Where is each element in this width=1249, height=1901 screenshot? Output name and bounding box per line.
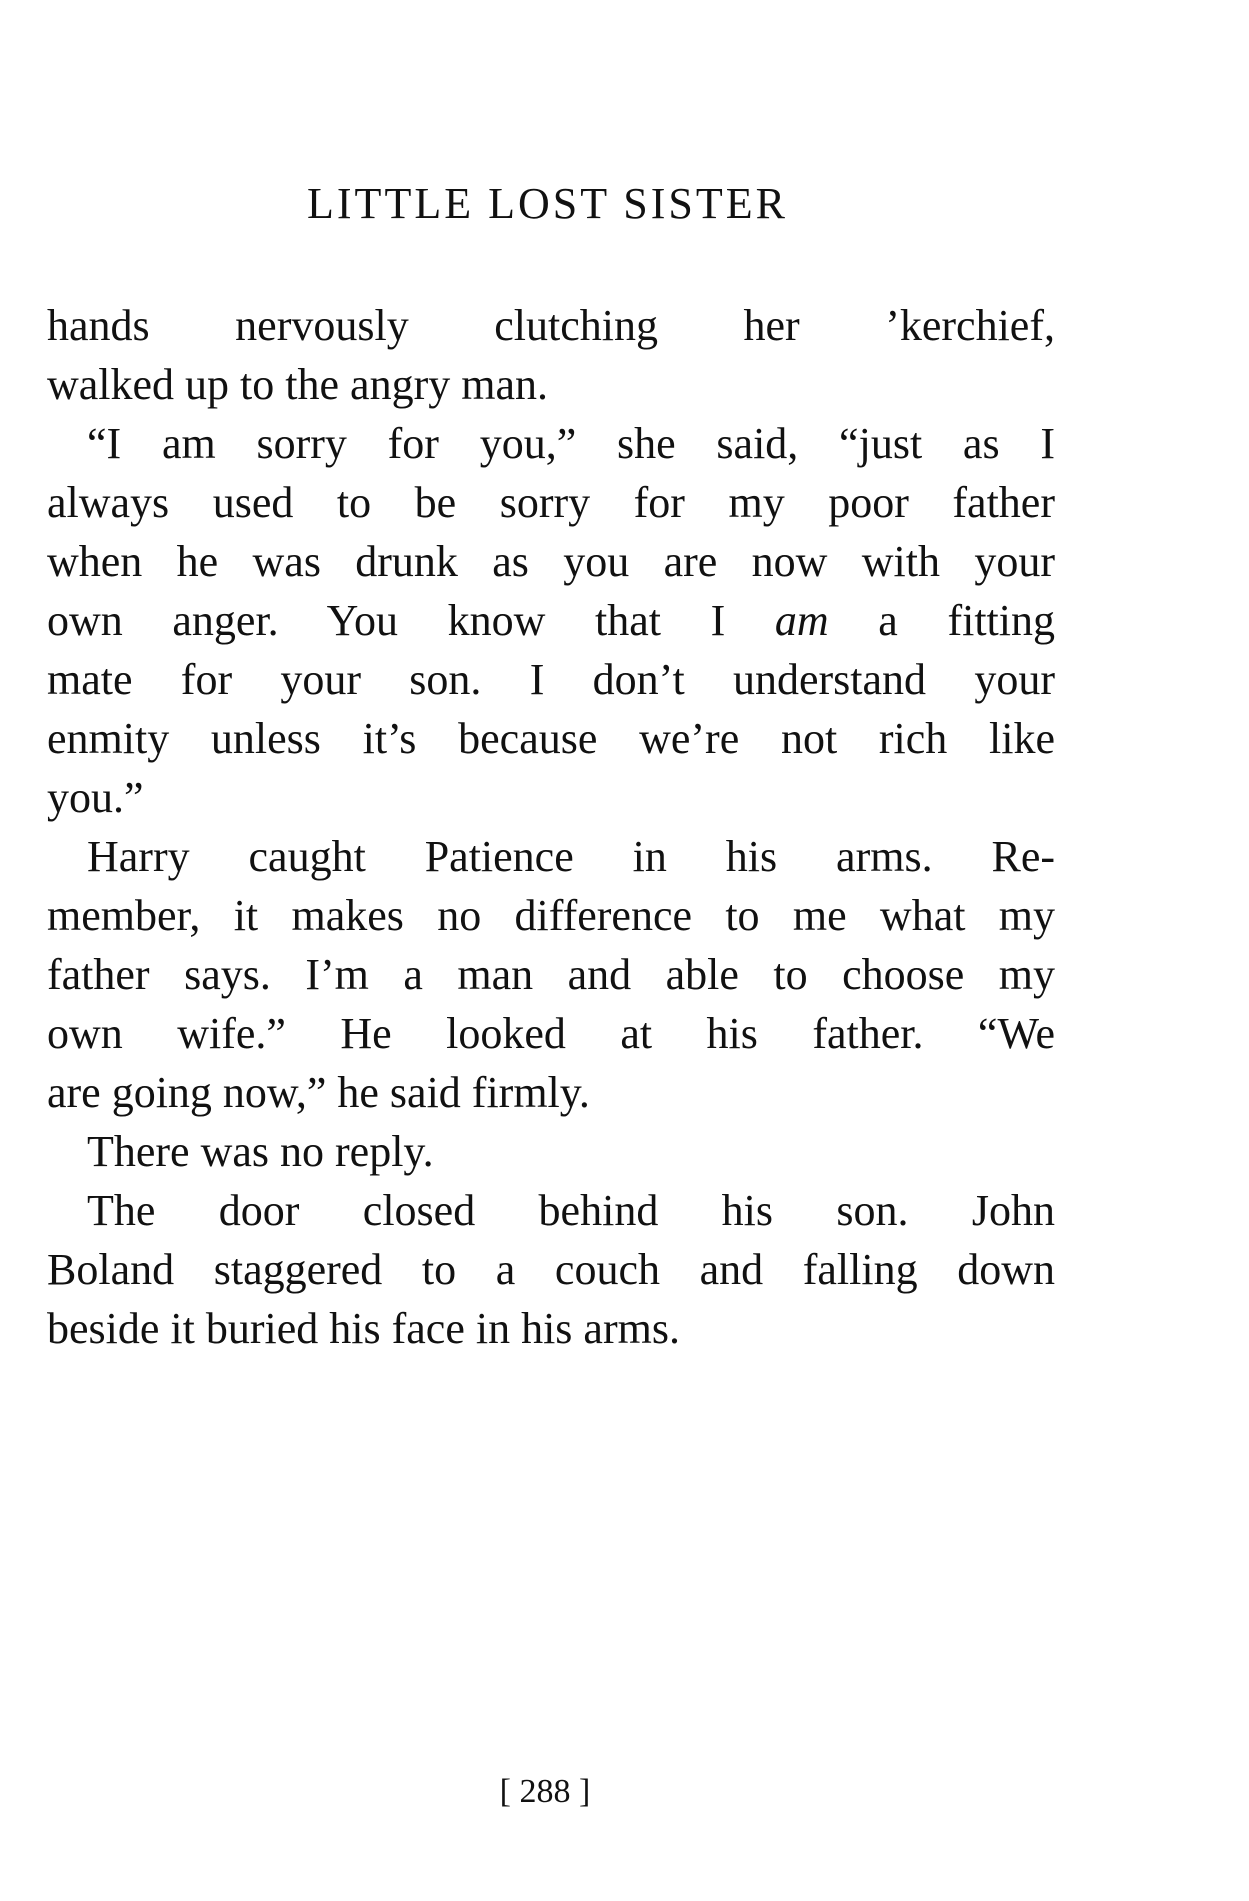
text-segment: own anger. You know that I: [47, 596, 775, 645]
text-line: member, it makes no difference to me what my: [47, 891, 1055, 940]
body-text: [47, 296, 1055, 1358]
text-line: walked up to the angry man.: [47, 360, 548, 409]
text-line: enmity unless it’s because we’re not rich like: [47, 714, 1055, 763]
page-number: [ 288 ]: [499, 1773, 591, 1810]
emphasized-word: am: [774, 596, 829, 645]
text-line: beside it buried his face in his arms.: [47, 1304, 680, 1353]
text-line: are going now,” he said firmly.: [47, 1068, 590, 1117]
text-line: when he was drunk as you are now with your: [47, 537, 1055, 586]
text-line: Boland staggered to a couch and falling down: [47, 1245, 1055, 1294]
running-head: LITTLE LOST SISTER: [307, 179, 788, 228]
text-line: There was no reply.: [87, 1127, 434, 1176]
text-segment: a fitting: [828, 596, 1055, 645]
text-line: own wife.” He looked at his father. “We: [47, 1009, 1055, 1058]
text-line: mate for your son. I don’t understand your: [47, 655, 1055, 704]
text-line: you.”: [47, 773, 144, 822]
text-line: father says. I’m a man and able to choose my: [47, 950, 1055, 999]
text-line: always used to be sorry for my poor father: [47, 478, 1055, 527]
text-line: [47, 591, 1055, 650]
text-line: hands nervously clutching her ’kerchief,: [47, 301, 1055, 350]
text-line: Harry caught Patience in his arms. Re-: [87, 832, 1055, 881]
text-line: “I am sorry for you,” she said, “just as I: [87, 419, 1055, 468]
text-line: The door closed behind his son. John: [87, 1186, 1055, 1235]
